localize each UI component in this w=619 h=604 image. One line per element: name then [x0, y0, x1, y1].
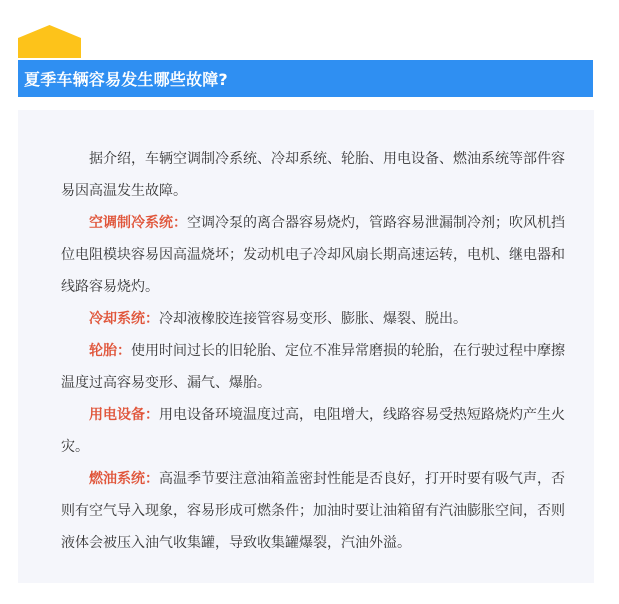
item-tires — [61, 335, 572, 399]
item-fuel-system — [61, 463, 572, 559]
item-label: 冷却系统： — [89, 311, 159, 327]
section-header — [18, 60, 593, 97]
item-label: 用电设备： — [89, 407, 159, 423]
section-title: 夏季车辆容易发生哪些故障? — [24, 70, 228, 89]
item-label: 轮胎： — [89, 343, 131, 359]
item-text: 冷却液橡胶连接管容易变形、膨胀、爆裂、脱出。 — [159, 311, 467, 327]
item-cooling-system — [61, 303, 572, 335]
item-text: 空调冷泵的离合器容易烧灼，管路容易泄漏制冷剂；吹风机挡位电阻模块容易因高温烧坏；发动机电子冷却风扇长期高速运转，电机、继电器和线路容易烧灼。 — [61, 215, 565, 295]
yellow-pentagon-decoration — [18, 25, 81, 58]
item-label: 燃油系统： — [89, 471, 159, 487]
article-content — [18, 110, 594, 583]
item-text: 使用时间过长的旧轮胎、定位不准异常磨损的轮胎，在行驶过程中摩擦温度过高容易变形、漏气、爆胎。 — [61, 343, 565, 391]
intro-paragraph: 据介绍，车辆空调制冷系统、冷却系统、轮胎、用电设备、燃油系统等部件容易因高温发生故障。 — [61, 151, 565, 199]
item-electrical — [61, 399, 572, 463]
item-text: 高温季节要注意油箱盖密封性能是否良好，打开时要有吸气声，否则有空气导入现象，容易形成可燃条件；加油时要让油箱留有汽油膨胀空间，否则液体会被压入油气收集罐，导致收集罐爆裂，汽油外溢。 — [61, 471, 565, 551]
item-ac-system — [61, 207, 572, 303]
item-label: 空调制冷系统： — [89, 215, 187, 231]
item-text: 用电设备环境温度过高，电阻增大，线路容易受热短路烧灼产生火灾。 — [61, 407, 565, 455]
